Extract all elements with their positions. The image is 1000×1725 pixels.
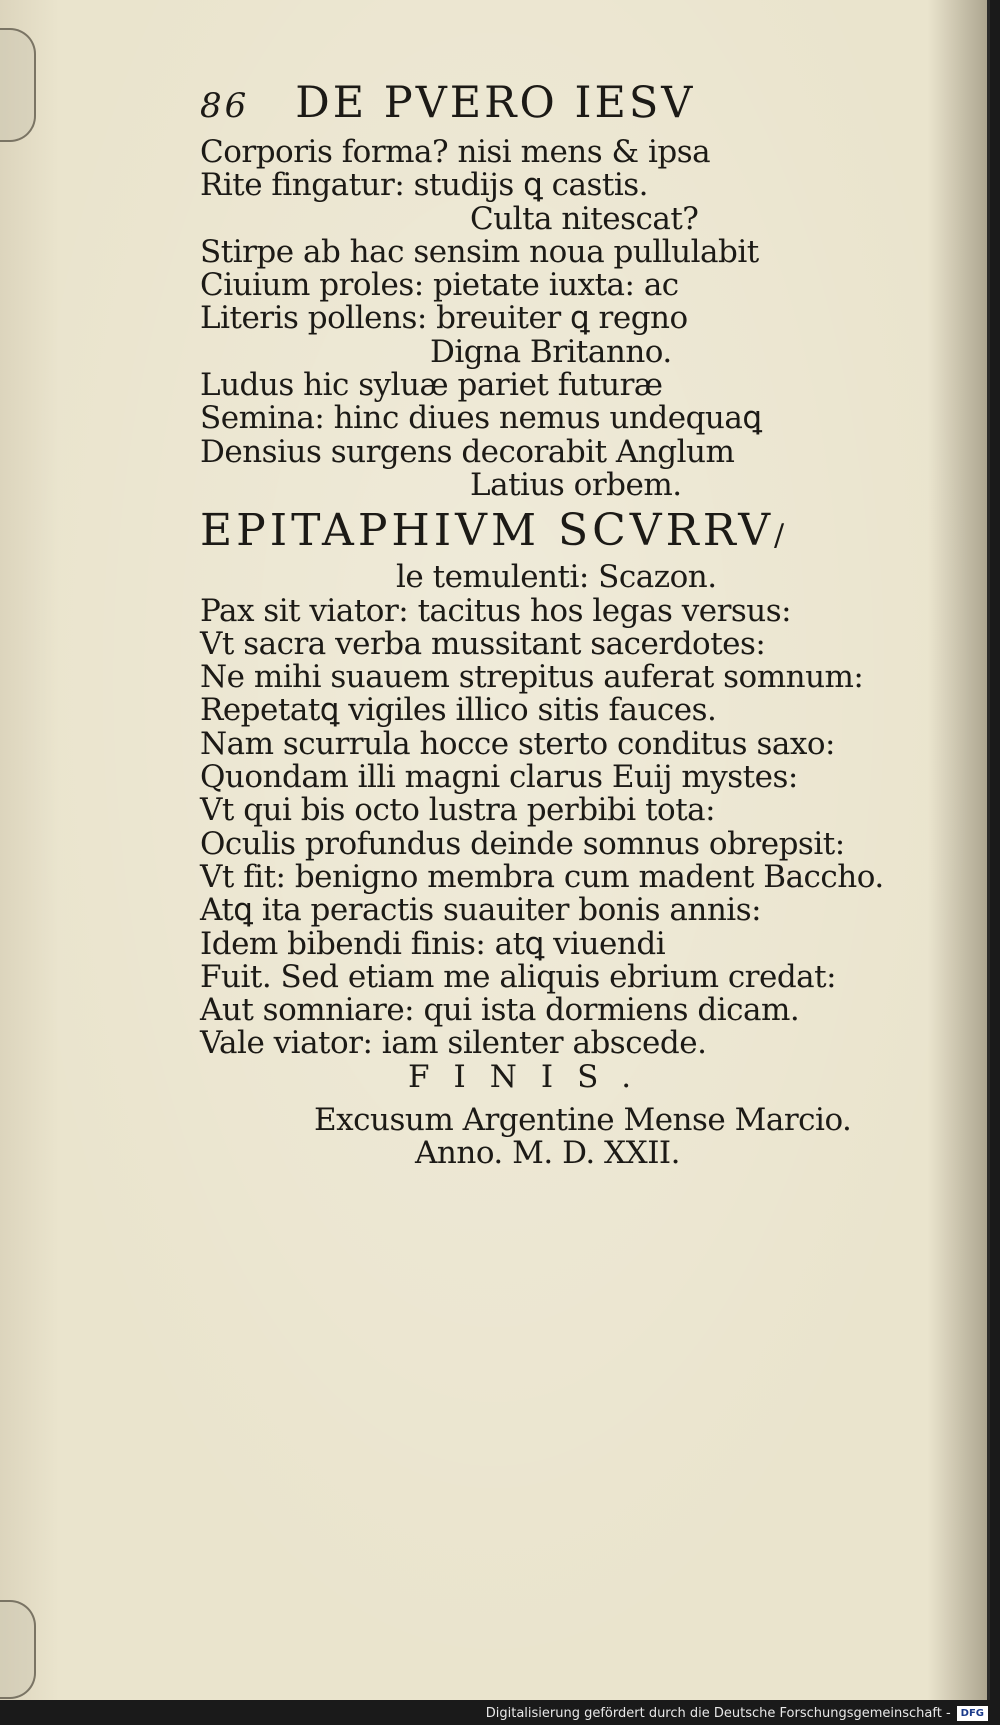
epitaph-line: Idem bibendi finis: atꝗ viuendi: [200, 925, 666, 962]
epitaph-line: Quondam illi magni clarus Euij mystes:: [200, 759, 798, 796]
epitaph-line: Vale viator: iam silenter abscede.: [200, 1025, 707, 1062]
page-number: 86: [200, 86, 250, 126]
finis: FINIS.: [408, 1058, 656, 1095]
poem-line: Literis pollens: breuiter ꝗ regno: [200, 300, 688, 337]
colophon-line-1: Excusum Argentine Mense Marcio.: [314, 1102, 852, 1139]
epitaph-line: Atꝗ ita peractis suauiter bonis annis:: [200, 892, 762, 929]
epitaph-line: Vt fit: benigno membra cum madent Baccho.: [200, 858, 884, 895]
epitaph-line: Repetatꝗ vigiles illico sitis fauces.: [200, 692, 717, 729]
poem-line: Corporis forma? nisi mens & ipsa: [200, 134, 711, 170]
poem-line: Latius orbem.: [470, 466, 682, 503]
dfg-logo: DFG: [957, 1706, 988, 1721]
poem-line: Culta nitescat?: [470, 200, 699, 237]
running-header: [172, 78, 940, 136]
epitaph-line: Ne mihi suauem strepitus auferat somnum:: [200, 659, 864, 696]
epitaph-line: Nam scurrula hocce sterto conditus saxo:: [200, 725, 835, 762]
epitaph-line: Pax sit viator: tacitus hos legas versus:: [200, 592, 792, 629]
poem-line: Digna Britanno.: [430, 333, 672, 370]
epitaph-title-text: EPITAPHIVM SCVRRV: [200, 505, 775, 557]
running-title: DE PVERO IESV: [295, 78, 696, 128]
credit-text: Digitalisierung gefördert durch die Deutsche Forschungsgemeinschaft -: [485, 1706, 951, 1721]
page-clasp-bottom: [0, 1600, 36, 1699]
poem-line: Stirpe ab hac sensim noua pullulabit: [200, 233, 759, 270]
epitaph-line: Aut somniare: qui ista dormiens dicam.: [200, 992, 800, 1029]
poem-line: Semina: hinc diues nemus undequaꝗ: [200, 400, 762, 437]
epitaph-line: Oculis profundus deinde somnus obrepsit:: [200, 825, 845, 862]
poem-line: Ciuium proles: pietate iuxta: ac: [200, 267, 679, 304]
page-clasp-top: [0, 28, 36, 142]
epitaph-line: Vt qui bis octo lustra perbibi tota:: [200, 792, 716, 829]
poem-line: Rite fingatur: studijs ꝗ castis.: [200, 167, 649, 204]
epitaph-title: [200, 506, 940, 561]
colophon-line-2: Anno. M. D. XXII.: [415, 1135, 681, 1172]
epitaph-line: Vt sacra verba mussitant sacerdotes:: [200, 625, 766, 662]
poem-line: Densius surgens decorabit Anglum: [200, 433, 735, 470]
digitization-credit: [486, 1706, 988, 1721]
epitaph-line: Fuit. Sed etiam me aliquis ebrium credat:: [200, 958, 837, 995]
epitaph-title-hyphen: /: [774, 518, 789, 554]
page-text: [200, 78, 940, 1171]
poem-line: Ludus hic syluæ pariet futuræ: [200, 367, 663, 404]
epitaph-subtitle: le temulenti: Scazon.: [396, 559, 717, 596]
